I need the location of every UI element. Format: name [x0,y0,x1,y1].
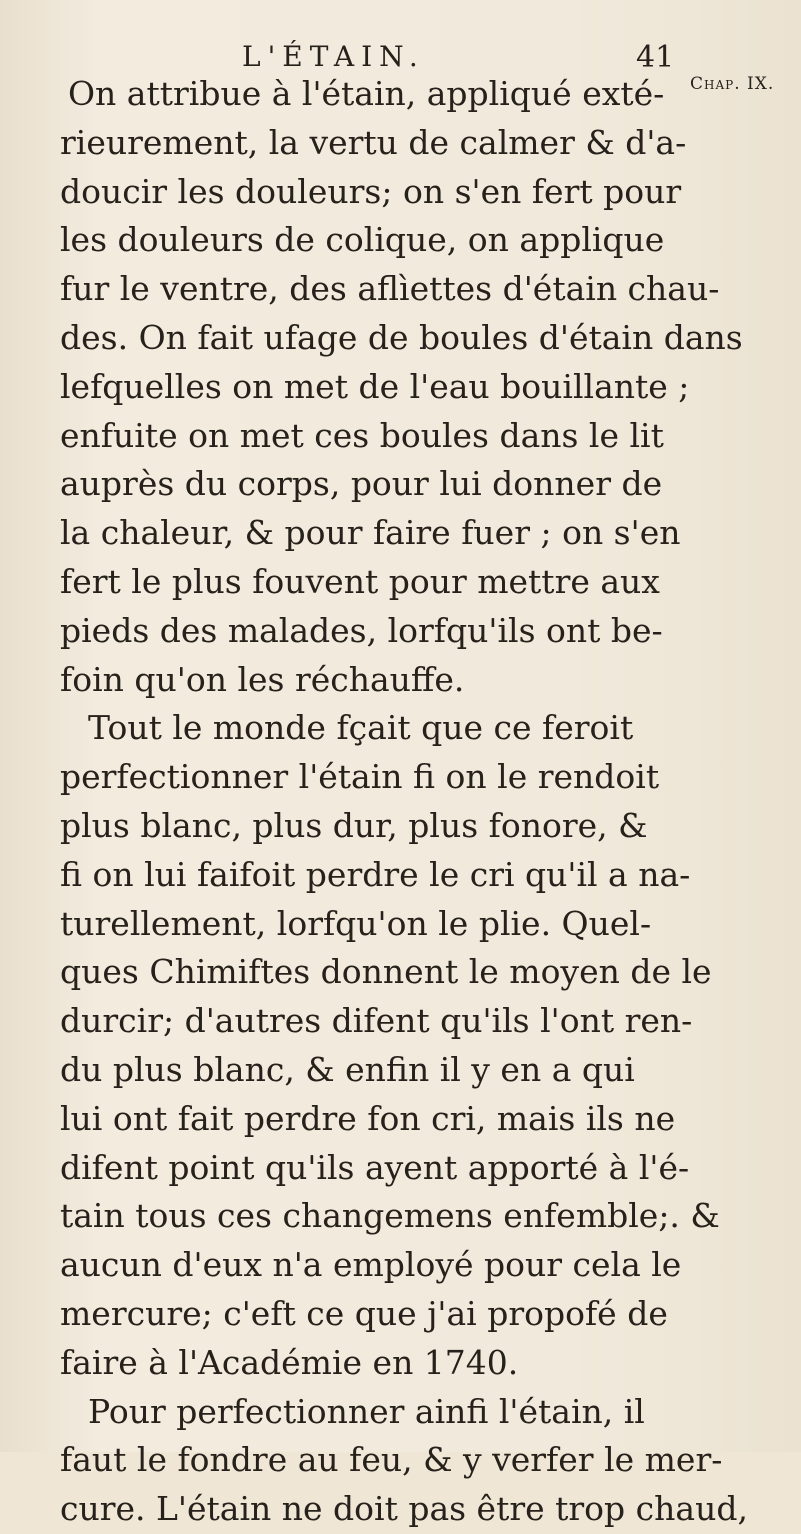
margin-note: Chap. IX. [690,74,775,94]
text-line: mercure; c'eft ce que j'ai propofé de [60,1293,668,1333]
text-line: aucun d'eux n'a employé pour cela le [60,1245,682,1285]
page-number: 41 [636,40,675,75]
text-line: lefquelles on met de l'eau bouillante ; [60,366,690,406]
text-line: fur le ventre, des aflìettes d'étain chau- [60,269,720,309]
text-line: faire à l'Académie en 1740. [60,1342,519,1382]
text-line: tain tous ces changemens enfemble;. & [60,1196,720,1236]
body-text [60,70,750,1534]
text-line: cure. L'étain ne doit pas être trop chaud, [60,1489,748,1529]
text-line: On attribue à l'étain, appliqué exté- [68,74,665,113]
text-line: Pour perfectionner ainfi l'étain, il [88,1391,645,1431]
text-line: des. On fait ufage de boules d'étain dans [60,317,743,357]
text-line: la chaleur, & pour faire fuer ; on s'en [60,513,681,553]
text-line: ques Chimiftes donnent le moyen de le [60,952,712,992]
text-line: les douleurs de colique, on applique [60,220,665,260]
text-line: auprès du corps, pour lui donner de [60,464,663,504]
text-line: faut le fondre au feu, & y verfer le mer- [60,1440,723,1480]
text-line: Tout le monde fçait que ce feroit [88,708,634,748]
text-line: fi on lui faifoit perdre le cri qu'il a na- [60,854,691,894]
text-line: du plus blanc, & enfin il y en a qui [60,1049,635,1089]
text-line: pieds des malades, lorfqu'ils ont be- [60,610,663,650]
text-line: doucir les douleurs; on s'en fert pour [60,171,682,211]
running-title: L'ÉTAIN. [242,40,425,73]
text-line: difent point qu'ils ayent apporté à l'é- [60,1147,690,1187]
text-line: perfectionner l'étain fi on le rendoit [60,757,660,797]
text-line: fert le plus fouvent pour mettre aux [60,561,660,601]
text-line: plus blanc, plus dur, plus fonore, & [60,805,648,845]
text-line: rieurement, la vertu de calmer & d'a- [60,122,687,162]
text-line: lui ont fait perdre fon cri, mais ils ne [60,1098,676,1138]
text-line: turellement, lorfqu'on le plie. Quel- [60,903,652,943]
text-line: enfuite on met ces boules dans le lit [60,415,664,455]
text-line: foin qu'on les réchauffe. [60,659,465,699]
text-line: durcir; d'autres difent qu'ils l'ont ren- [60,1001,693,1041]
